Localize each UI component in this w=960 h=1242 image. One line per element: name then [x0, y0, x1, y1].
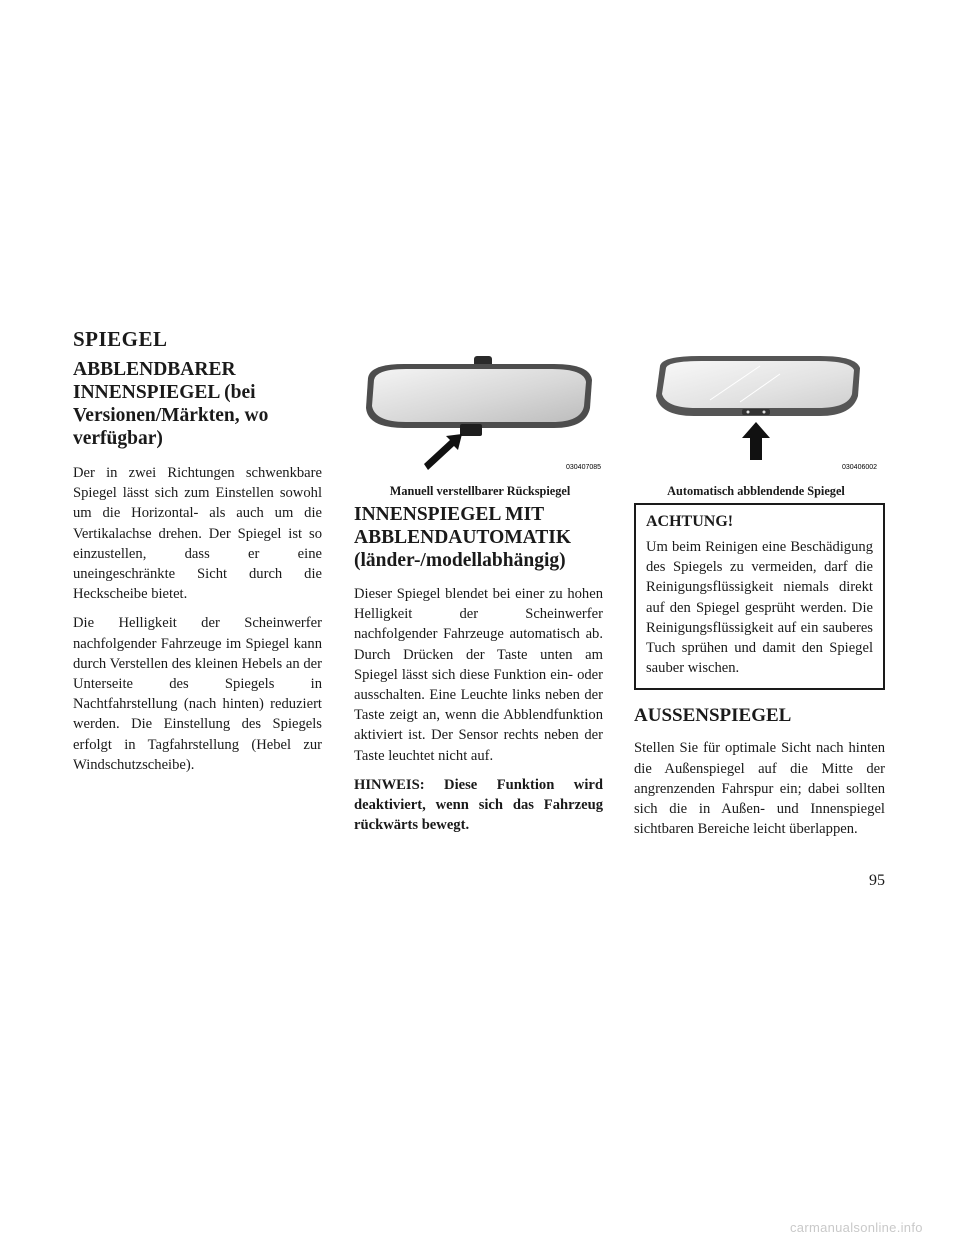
- paragraph: Stellen Sie für optimale Sicht nach hinten die Außenspiegel auf die Mitte der angrenzenden Fahrspur ein; dabei sollten sich die in Außen- und Innenspiegel sichtbaren Bereiche leicht überlappen.: [634, 740, 885, 838]
- auto-dimming-mirror-illustration: [630, 352, 882, 472]
- warning-title: ACHTUNG!: [646, 513, 734, 530]
- heading-innenspiegel-abblendautomatik: INNENSPIEGEL MIT ABBLENDAUTOMATIK (länder-/modellabhängig): [354, 504, 572, 571]
- warning-text: Um beim Reinigen eine Beschädigung des Spiegels zu vermeiden, darf die Reinigungsflüssigkeit niemals direkt auf den Spiegel gesprüht werden. Die Reinigungsflüssigkeit auf ein sauberes Tuch sprühen und damit den Spiegel sauber wischen.: [646, 539, 873, 677]
- figure-caption: Automatisch abblendende Spiegel: [667, 484, 845, 498]
- note: HINWEIS: Diese Funktion wird deaktiviert, wenn sich das Fahrzeug rückwärts bewegt.: [354, 776, 603, 834]
- heading-aussenspiegel: AUSSENSPIEGEL: [634, 705, 792, 727]
- figure-code: 030407085: [566, 464, 602, 471]
- figure-code: 030406002: [842, 464, 878, 471]
- section-title: SPIEGEL: [73, 327, 168, 351]
- paragraph: Dieser Spiegel blendet bei einer zu hohen Helligkeit der Scheinwerfer nachfolgender Fahrzeuge automatisch ab. Durch Drücken der Taste unten am Spiegel lässt sich diese Funktion ein- oder ausschalten. Eine Leuchte links neben der Taste zeigt an, wenn die Abblendfunktion aktiviert ist. Der Sensor rechts neben der Taste leuchtet nicht auf.: [354, 586, 603, 764]
- heading-abblendbarer-innenspiegel: ABBLENDBARER INNENSPIEGEL (bei Versionen/Märkten, wo verfügbar): [73, 359, 269, 449]
- column-1: [73, 358, 322, 775]
- figure-manual-mirror: [354, 352, 606, 498]
- column-3: [634, 503, 885, 839]
- paragraph: Der in zwei Richtungen schwenkbare Spiegel lässt sich zum Einstellen sowohl um die Horizontal- als auch um die Vertikalachse drehen. Der Spiegel ist so einzustellen, dass er eine uneingeschränkte Sicht durch die Heckscheibe bietet.: [73, 465, 322, 603]
- page-number: 95: [869, 872, 885, 889]
- paragraph: Die Helligkeit der Scheinwerfer nachfolgender Fahrzeuge im Spiegel kann durch Verstellen des kleinen Hebels an der Unterseite des Spiegels in Nachtfahrstellung (nach hinten) reduziert werden. Die Einstellung des Spiegels erfolgt in Tagfahrstellung (Hebel zur Windschutzscheibe).: [73, 615, 322, 773]
- figure-auto-dimming-mirror: [630, 352, 882, 498]
- watermark: carmanualsonline.info: [790, 1220, 923, 1235]
- manual-mirror-illustration: [354, 352, 606, 472]
- figure-caption: Manuell verstellbarer Rückspiegel: [389, 484, 571, 498]
- column-2: [354, 503, 603, 835]
- warning-box: [634, 503, 885, 690]
